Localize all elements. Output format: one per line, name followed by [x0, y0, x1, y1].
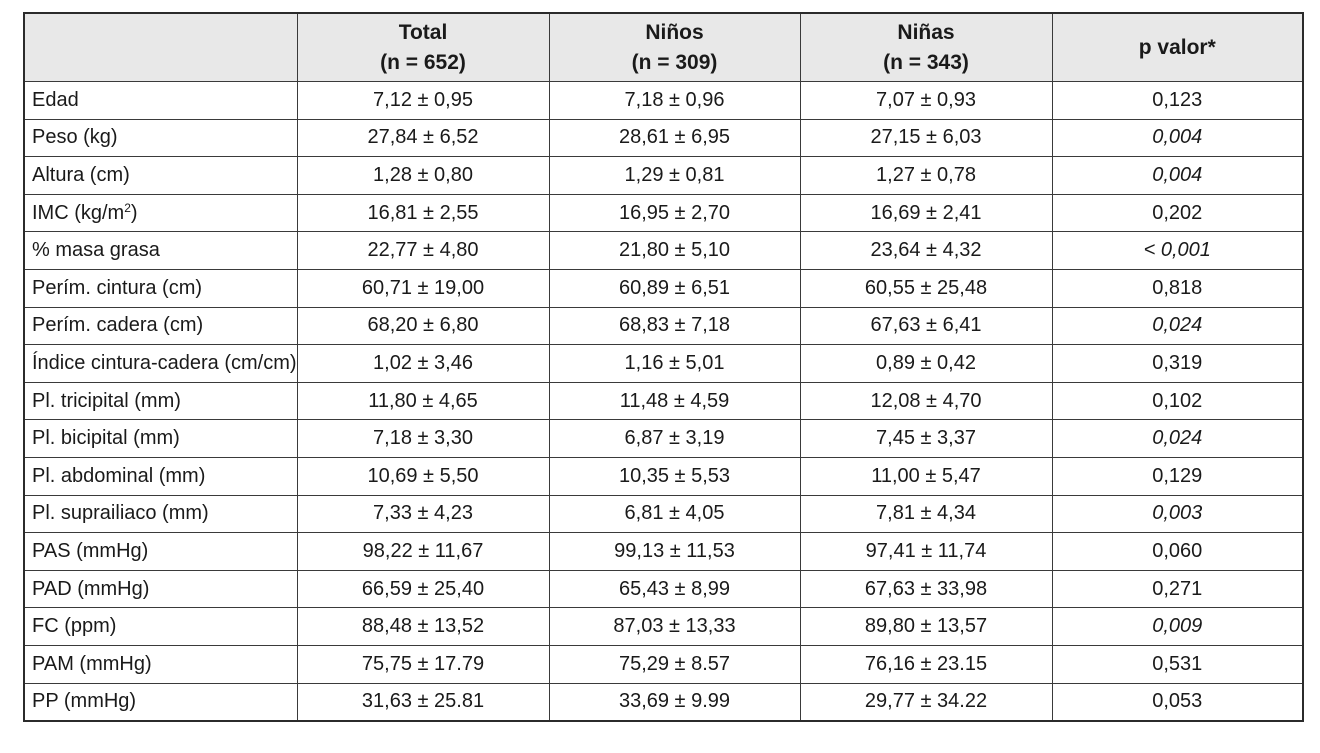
row-label-cell [24, 683, 297, 721]
p-value-cell: < 0,001 [1052, 232, 1303, 270]
p-value-cell: 0,271 [1052, 570, 1303, 608]
ninas-value-cell: 12,08 ± 4,70 [800, 382, 1052, 420]
row-label-cell [24, 269, 297, 307]
header-cell-variable [24, 13, 297, 82]
row-label-cell [24, 232, 297, 270]
ninos-value-cell: 1,29 ± 0,81 [549, 157, 800, 195]
row-label: IMC (kg/m [32, 201, 125, 224]
ninas-value-cell: 60,55 ± 25,48 [800, 269, 1052, 307]
ninos-value-cell: 99,13 ± 11,53 [549, 533, 800, 571]
table-row [24, 608, 1303, 646]
total-value-cell: 7,33 ± 4,23 [297, 495, 549, 533]
ninas-value-cell: 16,69 ± 2,41 [800, 194, 1052, 232]
row-label: PP (mmHg) [32, 690, 137, 713]
table-row [24, 495, 1303, 533]
header-cell-ninos [549, 13, 800, 82]
table-row [24, 533, 1303, 571]
p-value-cell: 0,102 [1052, 382, 1303, 420]
row-label: PAS (mmHg) [32, 539, 149, 562]
ninas-value-cell: 76,16 ± 23.15 [800, 645, 1052, 683]
row-label: % masa grasa [32, 239, 160, 262]
ninos-value-cell: 87,03 ± 13,33 [549, 608, 800, 646]
row-label-cell [24, 457, 297, 495]
total-value-cell: 98,22 ± 11,67 [297, 533, 549, 571]
ninas-value-cell: 23,64 ± 4,32 [800, 232, 1052, 270]
header-row [24, 13, 1303, 82]
row-label: Perím. cintura (cm) [32, 276, 203, 299]
header-title: Niños [645, 20, 704, 44]
p-value-cell: 0,009 [1052, 608, 1303, 646]
ninas-value-cell: 29,77 ± 34.22 [800, 683, 1052, 721]
p-value-cell: 0,818 [1052, 269, 1303, 307]
table-row [24, 307, 1303, 345]
header-cell-total [297, 13, 549, 82]
total-value-cell: 10,69 ± 5,50 [297, 457, 549, 495]
table-row [24, 570, 1303, 608]
table-row [24, 232, 1303, 270]
total-value-cell: 11,80 ± 4,65 [297, 382, 549, 420]
row-label-cell [24, 645, 297, 683]
row-label: Pl. bicipital (mm) [32, 427, 180, 450]
row-label-cell [24, 533, 297, 571]
header-cell-p-value [1052, 13, 1303, 82]
row-label: FC (ppm) [32, 615, 117, 638]
p-value-cell: 0,060 [1052, 533, 1303, 571]
total-value-cell: 22,77 ± 4,80 [297, 232, 549, 270]
total-value-cell: 68,20 ± 6,80 [297, 307, 549, 345]
data-table [23, 12, 1304, 722]
row-label-suffix: ) [130, 201, 138, 224]
total-value-cell: 27,84 ± 6,52 [297, 119, 549, 157]
ninas-value-cell: 97,41 ± 11,74 [800, 533, 1052, 571]
row-label-cell [24, 382, 297, 420]
row-label: Perím. cadera (cm) [32, 314, 204, 337]
ninos-value-cell: 33,69 ± 9.99 [549, 683, 800, 721]
row-label-cell [24, 307, 297, 345]
header-cell-ninas [800, 13, 1052, 82]
ninos-value-cell: 28,61 ± 6,95 [549, 119, 800, 157]
ninos-value-cell: 60,89 ± 6,51 [549, 269, 800, 307]
ninas-value-cell: 27,15 ± 6,03 [800, 119, 1052, 157]
ninas-value-cell: 67,63 ± 6,41 [800, 307, 1052, 345]
row-label: Pl. abdominal (mm) [32, 464, 206, 487]
row-label: Altura (cm) [32, 163, 130, 186]
header-title: Niñas [897, 20, 955, 44]
header-subtitle: (n = 652) [380, 50, 466, 74]
ninas-value-cell: 11,00 ± 5,47 [800, 457, 1052, 495]
ninos-value-cell: 10,35 ± 5,53 [549, 457, 800, 495]
p-value-cell: 0,003 [1052, 495, 1303, 533]
p-value-cell: 0,319 [1052, 345, 1303, 383]
ninos-value-cell: 65,43 ± 8,99 [549, 570, 800, 608]
ninos-value-cell: 68,83 ± 7,18 [549, 307, 800, 345]
table-row [24, 119, 1303, 157]
row-label: PAD (mmHg) [32, 577, 150, 600]
header-title: Total [398, 20, 448, 44]
row-label: Índice cintura-cadera (cm/cm) [32, 351, 297, 374]
row-label: Pl. tricipital (mm) [32, 389, 181, 412]
table-row [24, 645, 1303, 683]
ninos-value-cell: 16,95 ± 2,70 [549, 194, 800, 232]
ninos-value-cell: 1,16 ± 5,01 [549, 345, 800, 383]
ninos-value-cell: 7,18 ± 0,96 [549, 82, 800, 120]
ninos-value-cell: 21,80 ± 5,10 [549, 232, 800, 270]
table-header [24, 13, 1303, 82]
total-value-cell: 7,18 ± 3,30 [297, 420, 549, 458]
table-row [24, 683, 1303, 721]
header-title: p valor* [1138, 35, 1216, 59]
total-value-cell: 1,02 ± 3,46 [297, 345, 549, 383]
row-label-superscript: 2 [124, 200, 131, 215]
ninas-value-cell: 7,81 ± 4,34 [800, 495, 1052, 533]
table-row [24, 194, 1303, 232]
table-row [24, 82, 1303, 120]
total-value-cell: 75,75 ± 17.79 [297, 645, 549, 683]
row-label: PAM (mmHg) [32, 652, 152, 675]
total-value-cell: 7,12 ± 0,95 [297, 82, 549, 120]
p-value-cell: 0,531 [1052, 645, 1303, 683]
table-row [24, 420, 1303, 458]
p-value-cell: 0,024 [1052, 307, 1303, 345]
table-row [24, 345, 1303, 383]
ninos-value-cell: 75,29 ± 8.57 [549, 645, 800, 683]
ninas-value-cell: 67,63 ± 33,98 [800, 570, 1052, 608]
table-row [24, 157, 1303, 195]
p-value-cell: 0,123 [1052, 82, 1303, 120]
header-subtitle: (n = 309) [631, 50, 718, 74]
total-value-cell: 31,63 ± 25.81 [297, 683, 549, 721]
table-row [24, 382, 1303, 420]
p-value-cell: 0,129 [1052, 457, 1303, 495]
table-body [24, 82, 1303, 722]
row-label-cell [24, 119, 297, 157]
row-label: Pl. suprailiaco (mm) [32, 502, 209, 525]
p-value-cell: 0,024 [1052, 420, 1303, 458]
ninas-value-cell: 7,45 ± 3,37 [800, 420, 1052, 458]
row-label-cell [24, 570, 297, 608]
p-value-cell: 0,004 [1052, 119, 1303, 157]
ninos-value-cell: 6,81 ± 4,05 [549, 495, 800, 533]
total-value-cell: 1,28 ± 0,80 [297, 157, 549, 195]
row-label: Peso (kg) [32, 126, 118, 149]
total-value-cell: 16,81 ± 2,55 [297, 194, 549, 232]
table-row [24, 269, 1303, 307]
total-value-cell: 60,71 ± 19,00 [297, 269, 549, 307]
header-subtitle: (n = 343) [883, 50, 969, 74]
p-value-cell: 0,053 [1052, 683, 1303, 721]
p-value-cell: 0,004 [1052, 157, 1303, 195]
row-label-cell [24, 420, 297, 458]
row-label-cell [24, 345, 297, 383]
p-value-cell: 0,202 [1052, 194, 1303, 232]
ninas-value-cell: 0,89 ± 0,42 [800, 345, 1052, 383]
ninas-value-cell: 89,80 ± 13,57 [800, 608, 1052, 646]
row-label: Edad [32, 88, 79, 111]
ninas-value-cell: 7,07 ± 0,93 [800, 82, 1052, 120]
ninos-value-cell: 11,48 ± 4,59 [549, 382, 800, 420]
ninos-value-cell: 6,87 ± 3,19 [549, 420, 800, 458]
row-label-cell [24, 157, 297, 195]
total-value-cell: 88,48 ± 13,52 [297, 608, 549, 646]
ninas-value-cell: 1,27 ± 0,78 [800, 157, 1052, 195]
row-label-cell [24, 495, 297, 533]
row-label-cell [24, 608, 297, 646]
row-label-cell [24, 82, 297, 120]
row-label-cell [24, 194, 297, 232]
total-value-cell: 66,59 ± 25,40 [297, 570, 549, 608]
table-row [24, 457, 1303, 495]
